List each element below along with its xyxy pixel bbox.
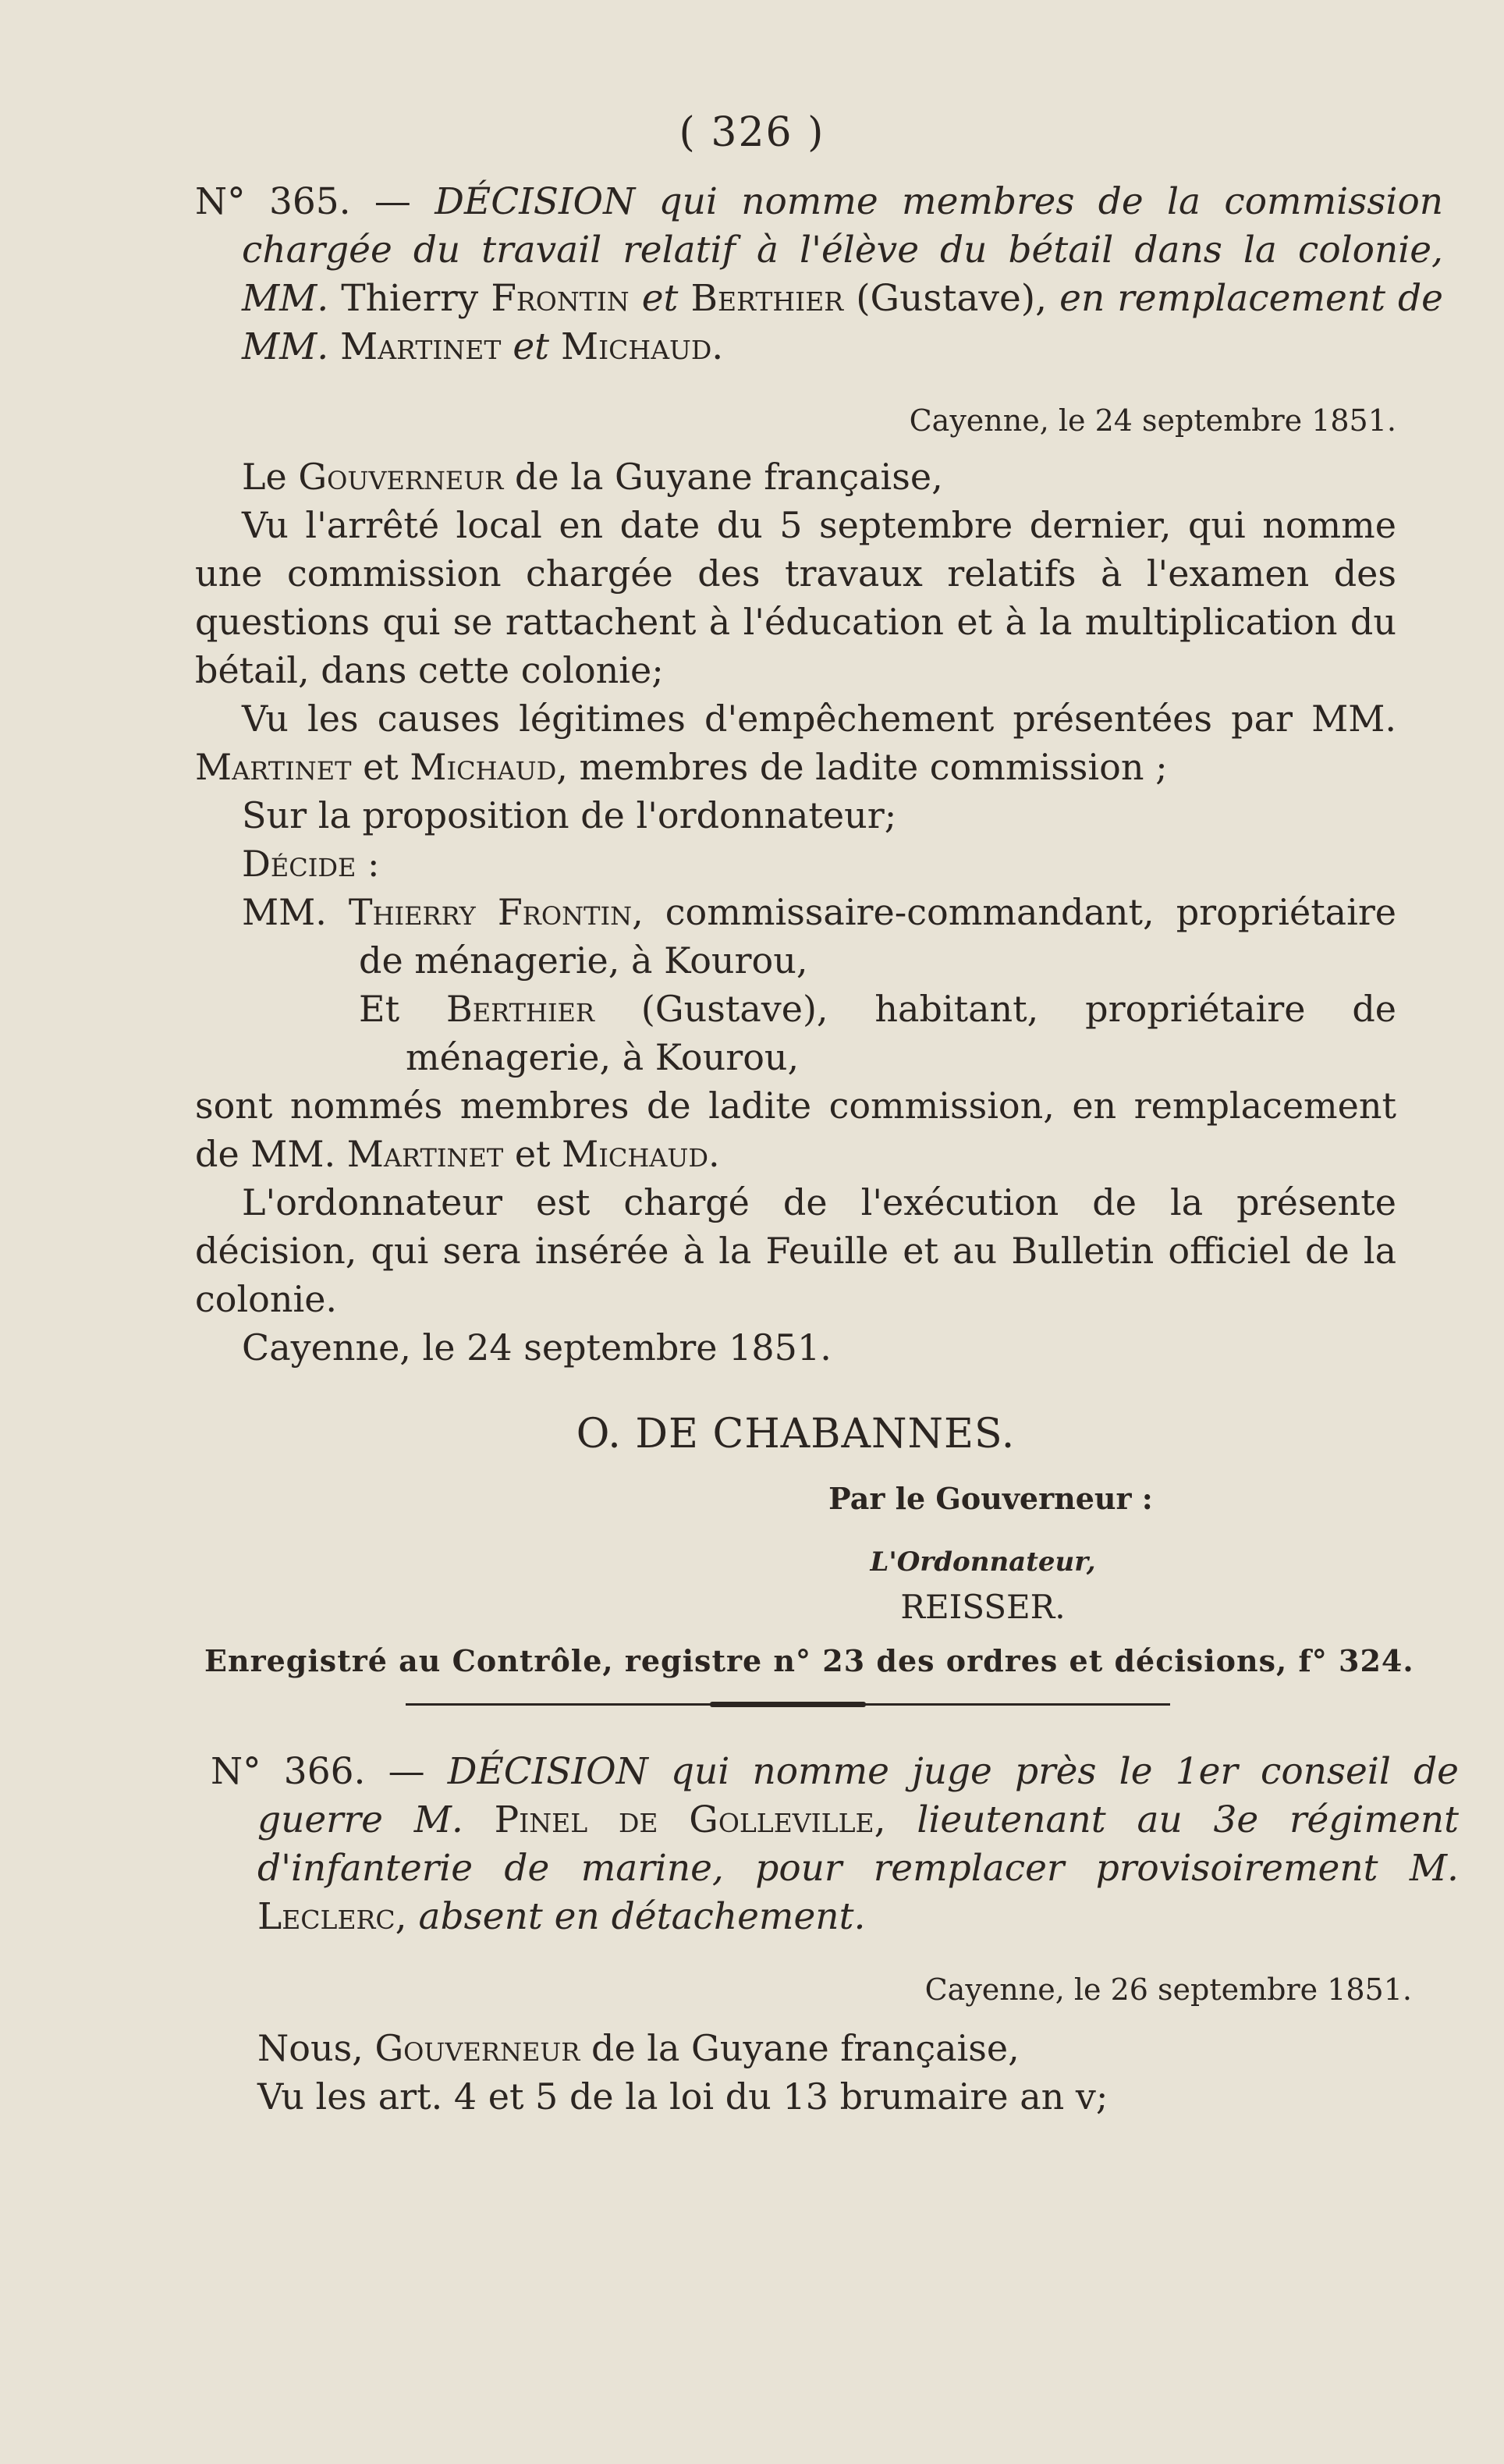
para-decide: Décide : bbox=[242, 843, 380, 885]
para-nous-gouverneur bbox=[211, 2024, 1412, 2072]
signature-par-gouverneur: Par le Gouverneur : bbox=[828, 1481, 1153, 1516]
text-michaud: Michaud, bbox=[410, 746, 568, 788]
signature-ordonnateur: L'Ordonnateur, bbox=[870, 1546, 1096, 1578]
decision-366-heading bbox=[211, 1748, 1459, 1941]
text-guyane: de la Guyane française, bbox=[514, 456, 943, 498]
name-berthier: Berthier bbox=[690, 277, 844, 320]
registration-note: Enregistré au Contrôle, registre n° 23 des ordres et décisions, f° 324. bbox=[204, 1643, 1414, 1678]
name-frontin: Frontin bbox=[491, 277, 630, 320]
text-gouverneur: Gouverneur bbox=[298, 456, 504, 498]
name-leclerc: Leclerc, bbox=[257, 1895, 407, 1938]
decision-366-number: N° 366. — bbox=[211, 1750, 425, 1793]
signature-reisser: REISSER. bbox=[900, 1588, 1066, 1626]
text-gouverneur-2: Gouverneur bbox=[374, 2027, 580, 2069]
text-martinet-2: Martinet bbox=[346, 1133, 504, 1175]
text-guyane-2: de la Guyane française, bbox=[591, 2027, 1020, 2069]
decision-366-title-b: lieutenant au 3e régiment d'infanterie de marine, pour remplacer provisoirement M. bbox=[257, 1798, 1459, 1890]
decision-365-number: N° 365. — bbox=[195, 180, 411, 223]
text-commissaire: commissaire-commandant, propriétaire de ménagerie, à Kourou, bbox=[359, 891, 1397, 982]
decision-366-body bbox=[211, 2024, 1412, 2121]
text-habitant: (Gustave), habitant, propriétaire de ménagerie, à Kourou, bbox=[406, 988, 1397, 1078]
decision-366-title-c: absent en détachement. bbox=[418, 1895, 866, 1938]
conjunction-et: et bbox=[641, 277, 679, 320]
remplacement-text: en remplacement de MM. bbox=[242, 277, 1443, 368]
decision-365-body bbox=[195, 453, 1396, 1372]
text-nous: Nous, bbox=[257, 2027, 364, 2069]
para-sont-nommes bbox=[195, 1081, 1396, 1178]
text-le: Le bbox=[242, 456, 287, 498]
text-membres: membres de ladite commission ; bbox=[579, 746, 1168, 788]
name-pinel: Pinel de Golleville, bbox=[494, 1798, 886, 1841]
decision-366-dateline: Cayenne, le 26 septembre 1851. bbox=[924, 1972, 1412, 2007]
text-et: et bbox=[363, 746, 399, 788]
section-separator bbox=[406, 1703, 1170, 1706]
para-mm-thierry bbox=[195, 888, 1396, 985]
text-mm: MM. bbox=[242, 891, 327, 933]
text-et-berthier: Et bbox=[359, 988, 400, 1030]
page-number: ( 326 ) bbox=[679, 109, 825, 156]
text-berthier: Berthier bbox=[445, 988, 595, 1030]
name-martinet: Martinet bbox=[340, 325, 502, 368]
text-thierry-frontin: Thierry Frontin, bbox=[348, 891, 644, 933]
decision-366-title: DÉCISION qui nomme juge près le 1er conseil de guerre M. bbox=[257, 1750, 1459, 1841]
para-vu-arrete: Vu l'arrêté local en date du 5 septembre dernier, qui nomme une commission chargée des travaux relatifs à l'examen des questions qui se rattachent à l'éducation et à la multiplication du bétail, dans cette colonie; bbox=[195, 504, 1396, 691]
para-gouverneur bbox=[195, 453, 1396, 501]
decision-365-heading bbox=[195, 178, 1443, 371]
name-gustave: (Gustave), bbox=[856, 277, 1048, 320]
text-vu-causes: Vu les causes légitimes d'empêchement présentées par MM. bbox=[242, 698, 1396, 740]
text-michaud-2: Michaud. bbox=[562, 1133, 720, 1175]
para-cayenne-date: Cayenne, le 24 septembre 1851. bbox=[242, 1326, 832, 1369]
conjunction-et-2: et bbox=[513, 325, 550, 368]
para-vu-art: Vu les art. 4 et 5 de la loi du 13 brumaire an v; bbox=[257, 2075, 1108, 2118]
text-et-2: et bbox=[514, 1133, 551, 1175]
signature-name: O. DE CHABANNES. bbox=[576, 1411, 1016, 1457]
para-et-berthier bbox=[195, 985, 1396, 1081]
para-sur-proposition: Sur la proposition de l'ordonnateur; bbox=[242, 794, 897, 836]
name-michaud: Michaud. bbox=[561, 325, 724, 368]
text-sont-nommes: sont nommés membres de ladite commission, en remplacement de MM. bbox=[195, 1085, 1396, 1175]
name-thierry: Thierry bbox=[341, 277, 479, 320]
decision-365-title: DÉCISION qui nomme membres de la commission chargée du travail relatif à l'élève du bétail dans la colonie, MM. bbox=[242, 180, 1444, 320]
para-vu-causes bbox=[195, 694, 1396, 791]
para-ordonnateur: L'ordonnateur est chargé de l'exécution de la présente décision, qui sera insérée à la Feuille et au Bulletin officiel de la colonie. bbox=[195, 1181, 1396, 1320]
decision-365-dateline: Cayenne, le 24 septembre 1851. bbox=[909, 403, 1396, 438]
text-martinet: Martinet bbox=[195, 746, 352, 788]
